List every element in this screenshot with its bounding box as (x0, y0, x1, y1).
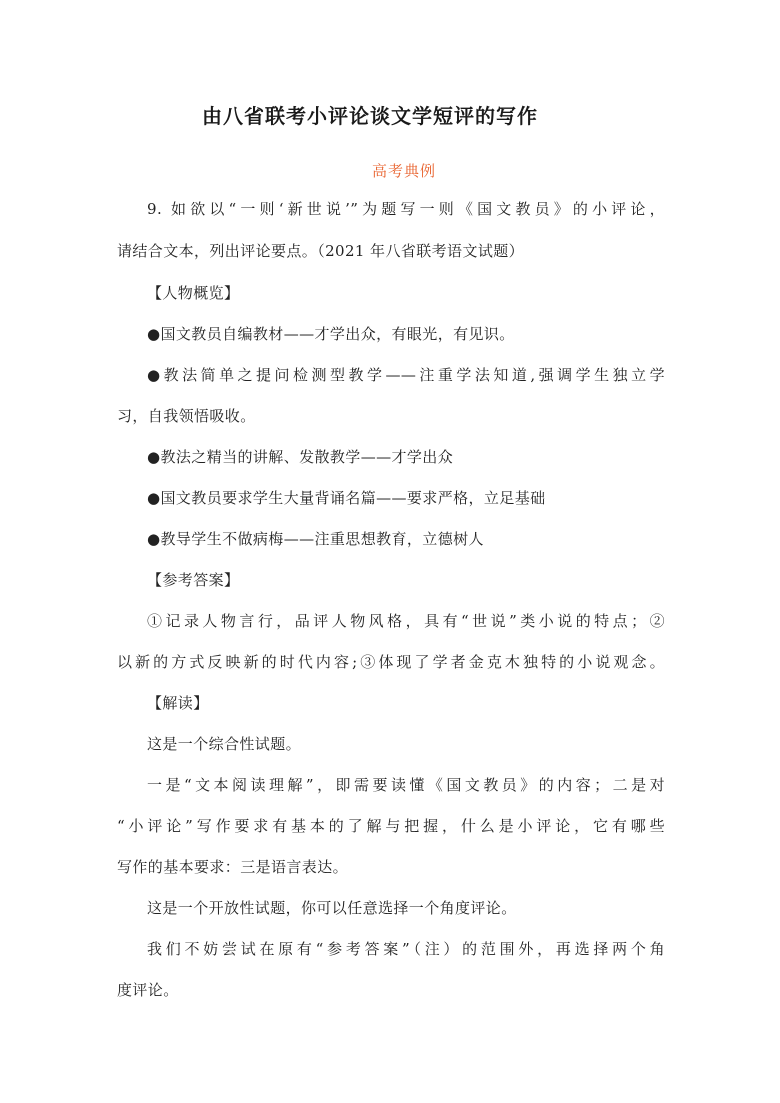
overview-item-5: ●教导学生不做病梅——注重思想教育，立德树人 (147, 530, 484, 548)
interpretation-paragraph-4-line-1: 我们不妨尝试在原有“参考答案”（注）的范围外，再选择两个角 (147, 940, 665, 958)
answer-line-1: ①记录人物言行，品评人物风格，具有“世说”类小说的特点；② (147, 612, 665, 630)
interpretation-paragraph-3: 这是一个开放性试题，你可以任意选择一个角度评论。 (147, 899, 517, 917)
interpretation-paragraph-1: 这是一个综合性试题。 (147, 735, 302, 753)
overview-item-3: ●教法之精当的讲解、发散教学——才学出众 (147, 448, 454, 466)
overview-item-4: ●国文教员要求学生大量背诵名篇——要求严格，立足基础 (147, 489, 546, 507)
overview-item-2-line-2: 习，自我领悟吸收。 (117, 407, 256, 425)
overview-item-1: ●国文教员自编教材——才学出众，有眼光，有见识。 (147, 325, 515, 343)
interpretation-paragraph-2-line-3: 写作的基本要求：三是语言表达。 (117, 858, 349, 876)
answer-heading: 【参考答案】 (147, 571, 240, 589)
section-heading: 高考典例 (371, 162, 436, 180)
answer-line-2: 以新的方式反映新的时代内容;③体现了学者金克木独特的小说观念。 (117, 653, 665, 671)
interpretation-heading: 【解读】 (147, 694, 209, 712)
overview-item-2-line-1: ●教法简单之提问检测型教学——注重学法知道,强调学生独立学 (147, 366, 665, 384)
question-line-1: 9. 如欲以“一则‘新世说’”为题写一则《国文教员》的小评论， (147, 200, 665, 218)
question-line-2: 请结合文本，列出评论要点。（2021 年八省联考语文试题） (117, 242, 525, 260)
page-title: 由八省联考小评论谈文学短评的写作 (202, 104, 538, 128)
interpretation-paragraph-2-line-2: “小评论”写作要求有基本的了解与把握，什么是小评论，它有哪些 (117, 817, 665, 835)
interpretation-paragraph-4-line-2: 度评论。 (117, 981, 179, 999)
interpretation-paragraph-2-line-1: 一是“文本阅读理解”，即需要读懂《国文教员》的内容；二是对 (147, 776, 665, 794)
overview-heading: 【人物概览】 (147, 284, 240, 302)
